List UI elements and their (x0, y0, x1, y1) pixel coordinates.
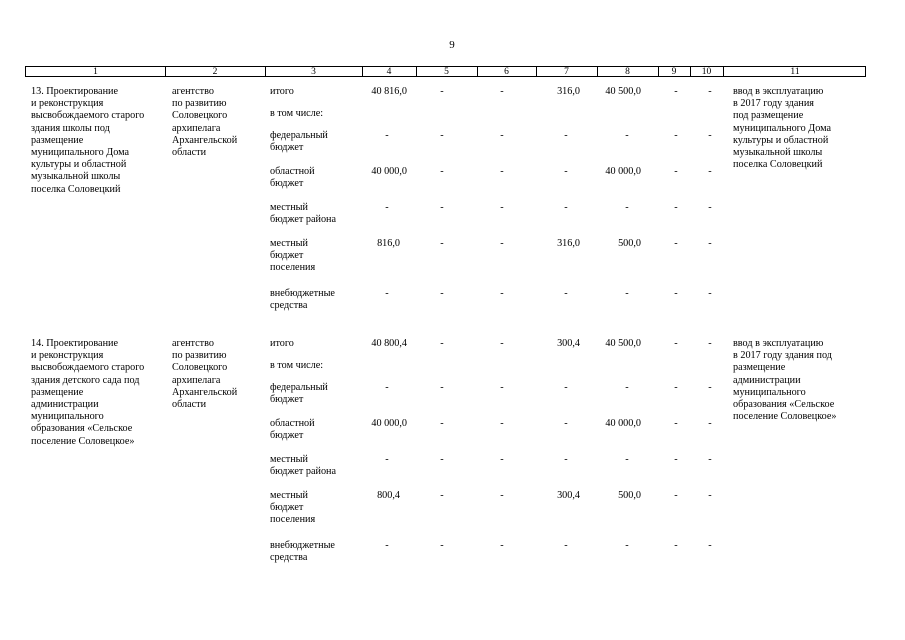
value-col4: 40 816,0 (371, 86, 407, 97)
funding-source: местный бюджет поселения (270, 238, 316, 274)
value-col5: - (440, 540, 444, 551)
funding-source: местный бюджет поселения (270, 490, 316, 526)
value-col4: 40 800,4 (371, 338, 407, 349)
value-col8: - (625, 202, 629, 213)
column-header-row (25, 66, 866, 77)
value-col4: 40 000,0 (371, 418, 407, 429)
value-col10: - (708, 238, 712, 249)
value-col10: - (708, 338, 712, 349)
value-col5: - (440, 166, 444, 177)
column-header: 11 (790, 67, 800, 77)
value-col9: - (674, 338, 678, 349)
value-col5: - (440, 288, 444, 299)
executor: агентство по развитию Соловецкого архипелага Архангельской области (172, 338, 238, 411)
value-col8: - (625, 130, 629, 141)
value-col5: - (440, 338, 444, 349)
value-col7: - (564, 202, 568, 213)
value-col5: - (440, 418, 444, 429)
value-col10: - (708, 540, 712, 551)
value-col9: - (674, 418, 678, 429)
value-col7: 300,4 (557, 338, 580, 349)
value-col8: 40 500,0 (605, 338, 641, 349)
value-col10: - (708, 166, 712, 177)
funding-source: федеральный бюджет (270, 130, 328, 154)
project-title: 13. Проектирование и реконструкция высвобождаемого старого здания школы под размещение муниципального Дома культуры и областной музыкальной школы поселка Соловецкий (31, 86, 145, 195)
column-header: 2 (212, 67, 218, 77)
value-col7: - (564, 382, 568, 393)
funding-source: внебюджетные средства (270, 540, 335, 564)
value-col5: - (440, 202, 444, 213)
value-col4: - (385, 130, 389, 141)
value-col6: - (500, 382, 504, 393)
value-col6: - (500, 418, 504, 429)
value-col6: - (500, 454, 504, 465)
expected-result: ввод в эксплуатацию в 2017 году здания под размещение муниципального Дома культуры и областной музыкальной школы поселка Соловецкий (733, 86, 831, 171)
value-col4: - (385, 382, 389, 393)
value-col8: - (625, 382, 629, 393)
column-header: 9 (671, 67, 677, 77)
value-col4: 816,0 (377, 238, 400, 249)
funding-source: областной бюджет (270, 418, 315, 442)
value-col9: - (674, 166, 678, 177)
column-header: 4 (386, 67, 392, 77)
funding-source: итого (270, 338, 294, 349)
project-title: 14. Проектирование и реконструкция высвобождаемого старого здания детского сада под размещение администрации муниципального образования «Сельское поселение Соловецкое» (31, 338, 145, 447)
value-col9: - (674, 130, 678, 141)
value-col6: - (500, 166, 504, 177)
value-col4: - (385, 288, 389, 299)
value-col7: 316,0 (557, 238, 580, 249)
executor: агентство по развитию Соловецкого архипелага Архангельской области (172, 86, 238, 159)
value-col6: - (500, 288, 504, 299)
expected-result: ввод в эксплуатацию в 2017 году здания под размещение администрации муниципального образования «Сельское поселение Соловецкое» (733, 338, 837, 423)
value-col6: - (500, 86, 504, 97)
value-col8: 500,0 (618, 490, 641, 501)
value-col9: - (674, 86, 678, 97)
value-col10: - (708, 288, 712, 299)
value-col7: - (564, 166, 568, 177)
value-col8: 40 000,0 (605, 418, 641, 429)
value-col6: - (500, 540, 504, 551)
value-col7: - (564, 454, 568, 465)
value-col4: 40 000,0 (371, 166, 407, 177)
value-col5: - (440, 86, 444, 97)
value-col8: - (625, 454, 629, 465)
column-header: 6 (504, 67, 509, 77)
value-col10: - (708, 130, 712, 141)
value-col6: - (500, 338, 504, 349)
value-col10: - (708, 202, 712, 213)
funding-source: в том числе: (270, 108, 324, 119)
funding-source: итого (270, 86, 294, 97)
value-col5: - (440, 454, 444, 465)
value-col8: 40 000,0 (605, 166, 641, 177)
value-col9: - (674, 454, 678, 465)
value-col4: - (385, 202, 389, 213)
value-col8: 40 500,0 (605, 86, 641, 97)
value-col7: - (564, 130, 568, 141)
value-col10: - (708, 418, 712, 429)
value-col10: - (708, 382, 712, 393)
value-col9: - (674, 540, 678, 551)
value-col5: - (440, 382, 444, 393)
column-header: 1 (93, 67, 98, 77)
value-col9: - (674, 238, 678, 249)
value-col4: - (385, 540, 389, 551)
column-header: 3 (311, 67, 316, 77)
funding-source: местный бюджет района (270, 454, 337, 478)
value-col9: - (674, 288, 678, 299)
value-col8: - (625, 288, 629, 299)
funding-source: в том числе: (270, 360, 324, 371)
value-col10: - (708, 490, 712, 501)
column-header: 10 (701, 67, 712, 77)
value-col4: - (385, 454, 389, 465)
value-col10: - (708, 454, 712, 465)
value-col10: - (708, 86, 712, 97)
value-col9: - (674, 202, 678, 213)
column-header: 7 (564, 67, 569, 77)
value-col5: - (440, 490, 444, 501)
value-col7: 300,4 (557, 490, 580, 501)
value-col9: - (674, 490, 678, 501)
value-col7: - (564, 288, 568, 299)
value-col6: - (500, 202, 504, 213)
funding-source: внебюджетные средства (270, 288, 335, 312)
value-col6: - (500, 238, 504, 249)
value-col8: - (625, 540, 629, 551)
value-col8: 500,0 (618, 238, 641, 249)
value-col7: - (564, 418, 568, 429)
value-col9: - (674, 382, 678, 393)
value-col5: - (440, 238, 444, 249)
value-col7: - (564, 540, 568, 551)
funding-source: местный бюджет района (270, 202, 337, 226)
column-header: 8 (625, 67, 630, 77)
funding-source: федеральный бюджет (270, 382, 328, 406)
value-col6: - (500, 490, 504, 501)
value-col6: - (500, 130, 504, 141)
value-col5: - (440, 130, 444, 141)
value-col7: 316,0 (557, 86, 580, 97)
funding-source: областной бюджет (270, 166, 315, 190)
column-header: 5 (444, 67, 449, 77)
value-col4: 800,4 (377, 490, 400, 501)
page-number: 9 (449, 39, 455, 51)
